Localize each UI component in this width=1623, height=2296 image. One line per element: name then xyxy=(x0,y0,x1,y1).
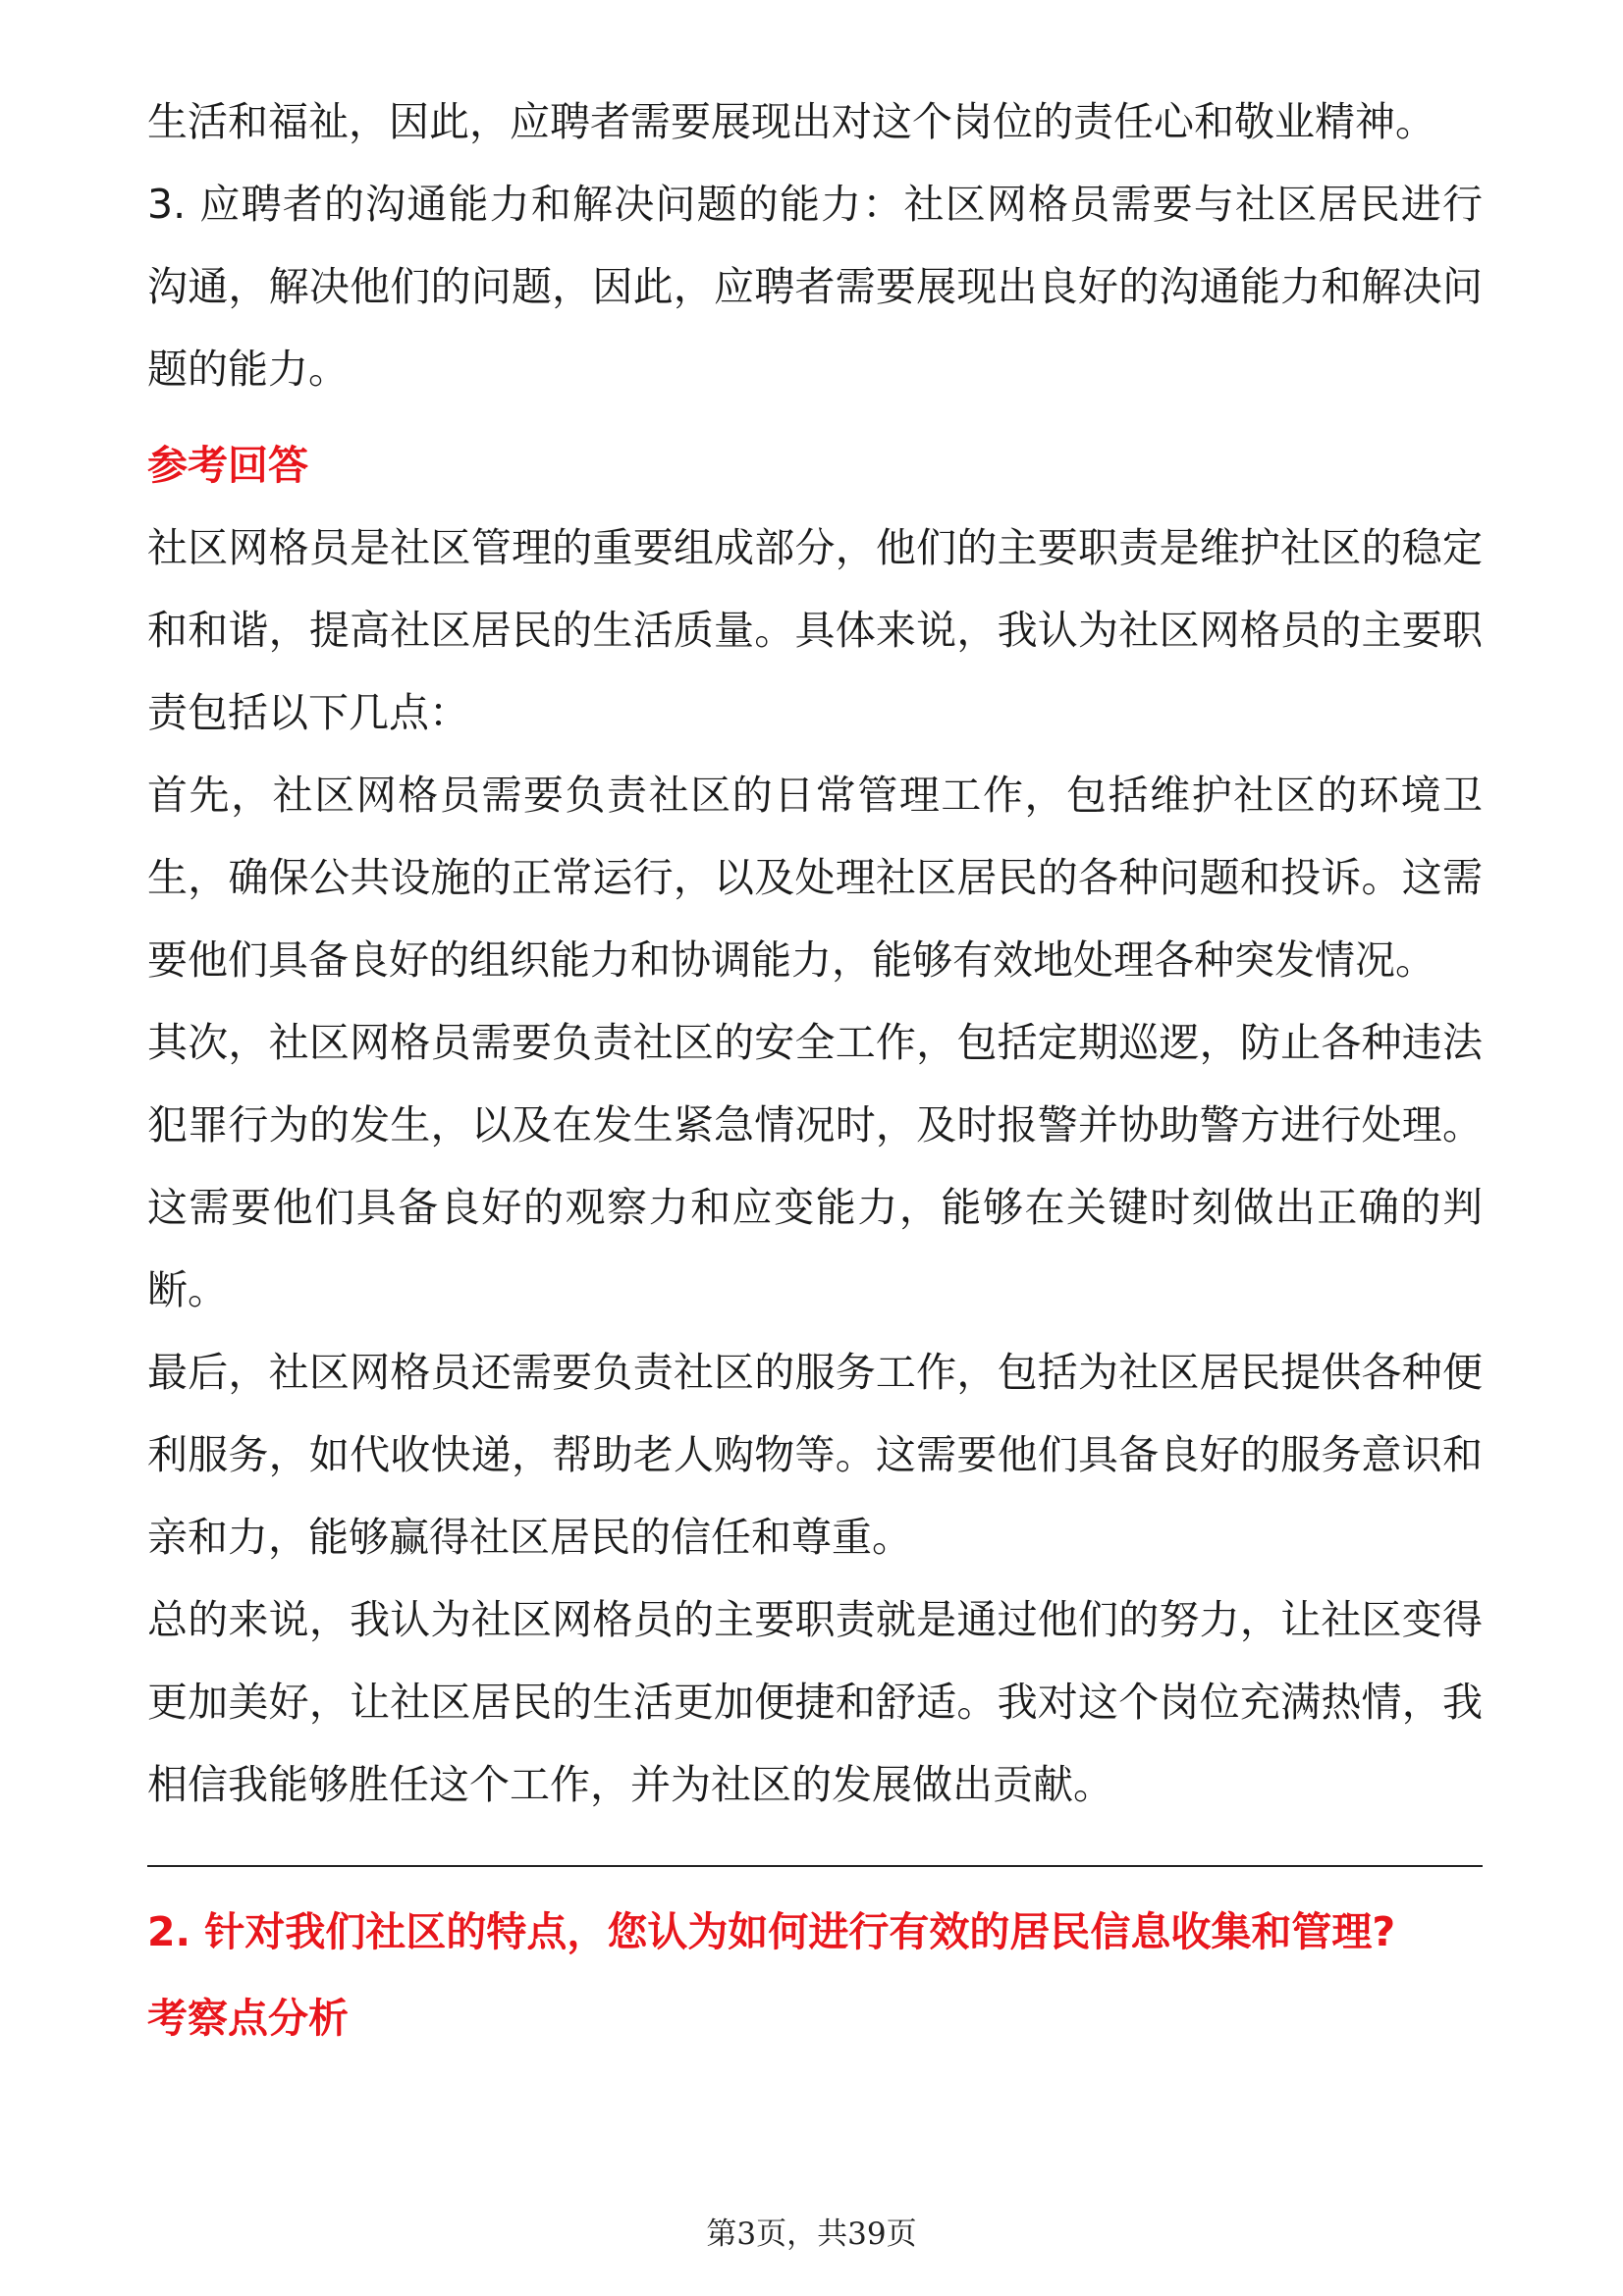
section-divider xyxy=(147,1865,1483,1867)
reference-answer-heading: 参考回答 xyxy=(147,442,308,489)
answer-paragraph-intro: 社区网格员是社区管理的重要组成部分，他们的主要职责是维护社区的稳定和和谐，提高社区居民的生活质量。具体来说，我认为社区网格员的主要职责包括以下几点： xyxy=(147,524,1483,736)
answer-paragraph-first: 首先，社区网格员需要负责社区的日常管理工作，包括维护社区的环境卫生，确保公共设施的正常运行，以及处理社区居民的各种问题和投诉。这需要他们具备良好的组织能力和协调能力，能够有效地处理各种突发情况。 xyxy=(147,772,1483,984)
question-2-heading: 2. 针对我们社区的特点，您认为如何进行有效的居民信息收集和管理? xyxy=(147,1908,1396,1955)
answer-paragraph-second: 其次，社区网格员需要负责社区的安全工作，包括定期巡逻，防止各种违法犯罪行为的发生，以及在发生紧急情况时，及时报警并协助警方进行处理。这需要他们具备良好的观察力和应变能力，能够在关键时刻做出正确的判断。 xyxy=(147,1019,1483,1313)
page-number-footer: 第3页，共39页 xyxy=(706,2216,917,2252)
paragraph-point-3: 3. 应聘者的沟通能力和解决问题的能力：社区网格员需要与社区居民进行沟通，解决他们的问题，因此，应聘者需要展现出良好的沟通能力和解决问题的能力。 xyxy=(147,181,1483,393)
document-body xyxy=(147,80,1483,2061)
paragraph-continuation: 生活和福祉，因此，应聘者需要展现出对这个岗位的责任心和敬业精神。 xyxy=(147,98,1435,145)
answer-paragraph-summary: 总的来说，我认为社区网格员的主要职责就是通过他们的努力，让社区变得更加美好，让社区居民的生活更加便捷和舒适。我对这个岗位充满热情，我相信我能够胜任这个工作，并为社区的发展做出贡献。 xyxy=(147,1596,1483,1808)
answer-paragraph-last: 最后，社区网格员还需要负责社区的服务工作，包括为社区居民提供各种便利服务，如代收快递，帮助老人购物等。这需要他们具备良好的服务意识和亲和力，能够赢得社区居民的信任和尊重。 xyxy=(147,1349,1483,1561)
analysis-heading: 考察点分析 xyxy=(147,1995,349,2042)
